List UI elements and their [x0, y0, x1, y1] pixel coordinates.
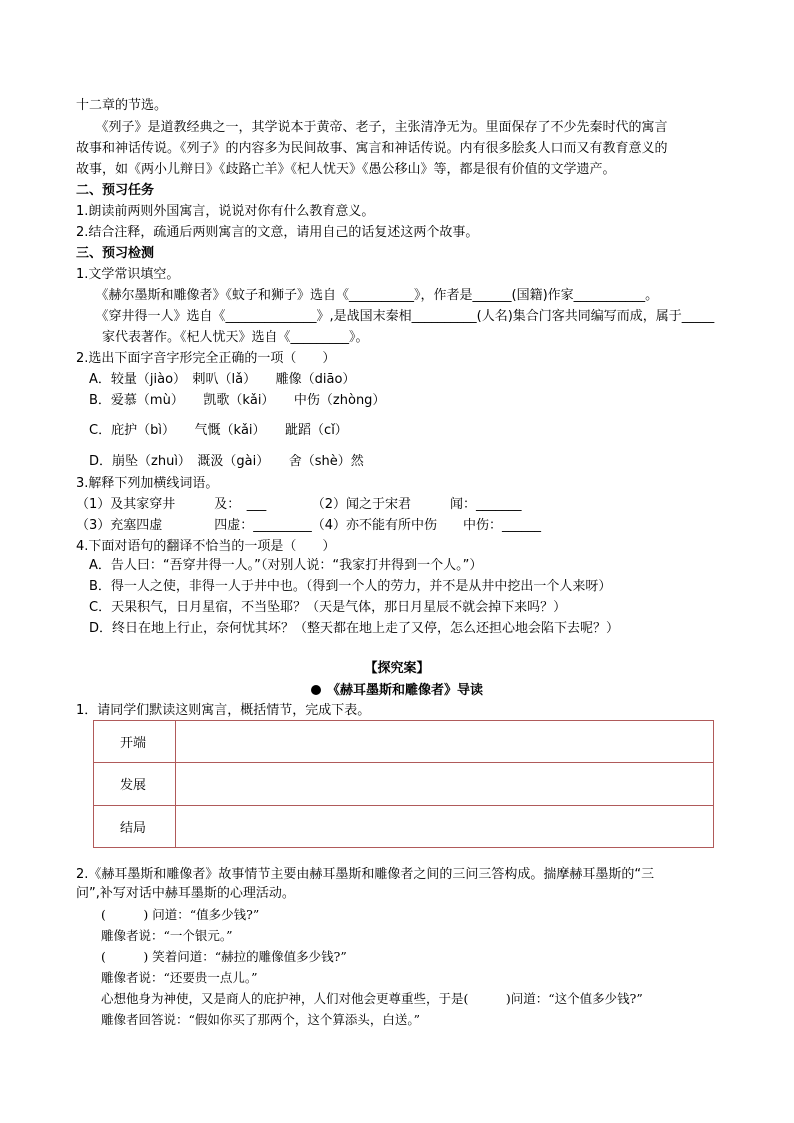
explore-question-1: 1．请同学们默读这则寓言，概括情节，完成下表。	[76, 703, 371, 718]
question-1-line-2: 《穿井得一人》选自《______________》,是战国末秦相__________(人名)集合门客共同编写而成，属于_____	[76, 309, 715, 324]
q4-option-d: D．终日在地上行止，奈何忧其坏？（整天都在地上走了又停，怎么还担心地会陷下去呢？）	[76, 621, 620, 636]
intro-line-3: 故事和神话传说。《列子》的内容多为民间故事、寓言和神话传说。内有很多脍炙人口而又有教育意义的	[76, 141, 668, 156]
intro-line-2: 《列子》是道教经典之一，其学说本于黄帝、老子，主张清净无为。里面保存了不少先秦时代的寓言	[76, 120, 668, 135]
question-3-line-1: （1）及其家穿井 及： ___ （2）闻之于宋君 闻：_______	[76, 497, 522, 512]
plot-label-ending: 结局	[94, 805, 176, 847]
question-1-line-3: 家代表著作。《杞人忧天》选自《_________》。	[76, 330, 369, 345]
q4-option-a: A．告人曰：“吾穿井得一人。”（对别人说：“我家打井得到一个人。”）	[76, 558, 483, 573]
dialogue-line-3: ( ) 笑着问道：“赫拉的雕像值多少钱?”	[76, 949, 347, 964]
reading-guide-title	[0, 682, 794, 700]
plot-answer-development[interactable]	[176, 763, 714, 805]
question-1-line-1: 《赫尔墨斯和雕像者》《蚊子和狮子》选自《__________》，作者是______(国籍)作家___________。	[76, 288, 659, 303]
option-c: C．庇护（bì） 气慨（kǎi） 跐蹈（cǐ）	[76, 423, 348, 438]
plot-label-beginning: 开端	[94, 721, 176, 763]
intro-line-1: 十二章的节选。	[76, 98, 168, 113]
task-1: 1.朗读前两则外国寓言，说说对你有什么教育意义。	[76, 204, 375, 219]
plot-table	[93, 720, 714, 848]
explore-question-2-line-1: 2.《赫耳墨斯和雕像者》故事情节主要由赫耳墨斯和雕像者之间的三问三答构成。揣摩赫耳墨斯的“三	[76, 867, 655, 882]
q4-option-c: C．天果积气，日月星宿，不当坠耶？（天是气体，那日月星辰不就会掉下来吗？）	[76, 600, 567, 615]
explore-section-heading: 【探究案】	[364, 661, 430, 676]
question-3-title: 3.解释下列加横线词语。	[76, 476, 219, 491]
task-2: 2.结合注释，疏通后两则寓言的文意，请用自己的话复述这两个故事。	[76, 225, 479, 240]
question-3-line-2: （3）充塞四虚 四虚：_________（4）亦不能有所中伤 中伤：______	[76, 518, 542, 533]
dialogue-line-2: 雕像者说：“一个银元。”	[76, 928, 233, 943]
reading-guide-title-text: 《赫耳墨斯和雕像者》导读	[326, 683, 483, 698]
dialogue-line-4: 雕像者说：“还要贵一点儿。”	[76, 970, 258, 985]
question-2-title: 2.选出下面字音字形完全正确的一项（ ）	[76, 351, 336, 366]
question-1-title: 1.文学常识填空。	[76, 267, 180, 282]
plot-label-development: 发展	[94, 763, 176, 805]
q4-option-b: B．得一人之使，非得一人于井中也。（得到一个人的劳力，并不是从井中挖出一个人来呀）	[76, 579, 612, 594]
plot-answer-ending[interactable]	[176, 805, 714, 847]
explore-question-2-line-2: 问”,补写对话中赫耳墨斯的心理活动。	[76, 886, 295, 901]
question-4-title: 4.下面对语句的翻译不恰当的一项是（ ）	[76, 539, 336, 554]
section-heading-preview-check: 三、预习检测	[76, 246, 155, 261]
table-row	[94, 805, 714, 847]
option-b: B．爱慕（mù） 凯歌（kǎi） 中伤（zhòng）	[76, 393, 386, 408]
bullet-dot-icon	[311, 685, 321, 695]
dialogue-line-6: 雕像者回答说：“假如你买了那两个，这个算添头，白送。”	[76, 1012, 421, 1027]
dialogue-line-5: 心想他身为神使，又是商人的庇护神，人们对他会更尊重些，于是( )问道：“这个值多少钱?”	[76, 991, 643, 1006]
option-a: A．较量（jiào） 剌叭（lǎ） 雕像（diāo）	[76, 372, 356, 387]
section-heading-preview-tasks: 二、预习任务	[76, 183, 155, 198]
intro-line-4: 故事，如《两小儿辩日》《歧路亡羊》《杞人忧天》《愚公移山》等，都是很有价值的文学遗产。	[76, 162, 616, 177]
dialogue-line-1: ( ) 问道：“值多少钱?”	[76, 907, 260, 922]
table-row	[94, 721, 714, 763]
option-d: D．崩坠（zhuì） 溉汲（gài） 舍（shè）然	[76, 454, 364, 469]
plot-answer-beginning[interactable]	[176, 721, 714, 763]
table-row	[94, 763, 714, 805]
